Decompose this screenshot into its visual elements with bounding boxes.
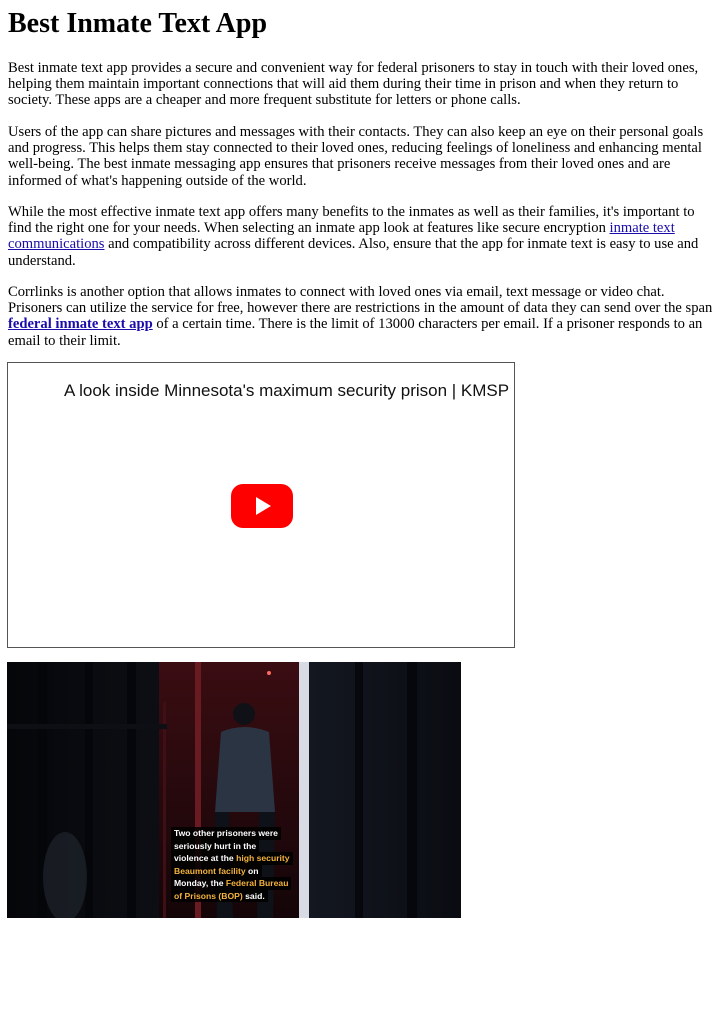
- corrlinks-text-before: Corrlinks is another option that allows inmates to connect with loved ones via email, text message or video chat. Prisoners can utilize the service for free, however there are restrictions in the amount of data they can send over the span: [8, 284, 713, 317]
- caption-text: said.: [242, 890, 265, 901]
- caption-highlight: of Prisons (BOP): [174, 890, 243, 901]
- page-title: Best Inmate Text App: [8, 8, 268, 39]
- federal-inmate-text-app-link[interactable]: federal inmate text app: [8, 316, 153, 333]
- caption-line-6: [171, 890, 268, 903]
- inmate-text-communications-link[interactable]: inmate text communications: [8, 220, 675, 253]
- features-paragraph: Users of the app can share pictures and messages with their contacts. They can also keep an eye on their personal goals and progress. This helps them stay connected to their loved ones, reducing feelings of loneliness and enhancing mental well-being. The best inmate messaging app ensures that prisoners receive messages from their loved ones and are informed of what's happening outside of the world.: [8, 124, 704, 189]
- selection-paragraph: [8, 204, 714, 269]
- video-title[interactable]: A look inside Minnesota's maximum security prison | KMSP: [64, 381, 510, 400]
- caption-text: violence at the: [174, 853, 237, 863]
- caption-line-5: [171, 877, 291, 890]
- caption-highlight: high security: [236, 853, 290, 863]
- youtube-video-embed[interactable]: [7, 362, 515, 648]
- caption-line-4: [171, 865, 262, 878]
- caption-line-2: seriously hurt in the: [171, 840, 259, 853]
- caption-text: Monday, the: [174, 878, 226, 888]
- caption-line-3: [171, 852, 293, 865]
- corrlinks-paragraph: [8, 284, 714, 349]
- caption-line-1: Two other prisoners were: [171, 827, 281, 840]
- prison-video-thumbnail: [7, 662, 461, 918]
- caption-highlight: Beaumont facility: [174, 865, 246, 876]
- caption-highlight: Federal Bureau: [225, 878, 289, 888]
- caption-text: on: [245, 865, 259, 876]
- intro-paragraph: Best inmate text app provides a secure and convenient way for federal prisoners to stay in touch with their loved ones, helping them maintain important connections that will aid them during their time in prison and when they return to society. These apps are a cheaper and more frequent substitute for letters or phone calls.: [8, 60, 699, 109]
- news-caption: [171, 827, 293, 902]
- play-triangle-icon: [256, 497, 271, 515]
- youtube-play-icon[interactable]: [231, 484, 293, 528]
- selection-text-after: and compatibility across different devices. Also, ensure that the app for inmate text is easy to use and understand.: [8, 236, 699, 269]
- selection-text-before: While the most effective inmate text app offers many benefits to the inmates as well as their families, it's important to find the right one for your needs. When selecting an inmate app look at features like secure encryption: [8, 204, 695, 237]
- corrlinks-text-after: of a certain time. There is the limit of 13000 characters per email. If a prisoner responds to an email to their limit.: [8, 316, 703, 349]
